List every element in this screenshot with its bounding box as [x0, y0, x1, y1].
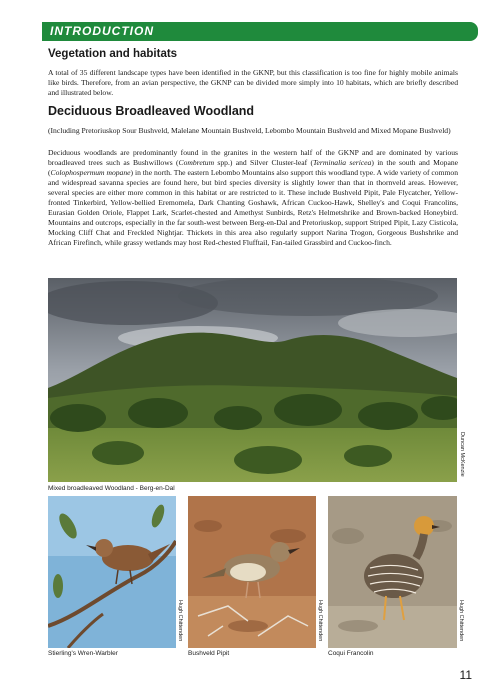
- section-label: INTRODUCTION: [50, 24, 154, 38]
- wren-warbler-credit: Hugh Chittenden: [177, 600, 183, 642]
- coqui-francolin-photo: [328, 496, 457, 648]
- paragraph-vegetation: A total of 35 different landscape types have been identified in the GKNP, but this classification is too fine for highly mobile animals like birds. Therefore, from an avian perspective, the GKNP can be divided more simply into 10 habitats, which are briefly described and illustrated below.: [48, 68, 458, 97]
- francolin-caption: Coqui Francolin: [328, 650, 374, 657]
- paragraph-woodland: Deciduous woodlands are predominantly found in the granites in the western half of the GKNP and are dominated by various broadleaved trees such as Bushwillows (Combretum spp.) and Silver Cluster-leaf (Terminalia sericea) in the south and Mopane (Colophospermum mopane) in the north. The eastern Lebombo Mountains also support this woodland type. A wide variety of common and widespread savanna species are found here, but bird species diversity is slightly lower than that in thornveld areas. However, several species are either more common in this habitat or are restricted to it. These include Bushveld Pipit, Pale Flycatcher, Yellow-fronted Tinkerbird, Yellow-bellied Eremomela, Dark Chanting Goshawk, African Cuckoo-Hawk, Shelley's and Coqui Francolins, Eurasian Golden Oriole, Flappet Lark, Scarlet-chested and Amethyst Sunbirds, Retz's Helmetshrike and Brown-backed Honeybird. Mountains and outcrops, especially in the far south-west between Berg-en-Dal and Pretoriuskop, support Striped Pipit, Lazy Cisticola, Mocking Cliff Chat and Freckled Nightjar. Thickets in this area also regularly support Narina Trogon, Gorgeous Bushshrike and African Firefinch, while grassy wetlands may host Red-chested Flufftail, Fan-tailed Grassbird and Cuckoo-finch.: [48, 148, 459, 247]
- pipit-credit: Hugh Chittenden: [317, 600, 323, 642]
- main-photo-caption: Mixed broadleaved Woodland - Berg-en-Dal: [48, 485, 175, 492]
- francolin-credit: Hugh Chittenden: [458, 600, 464, 642]
- section-banner: [42, 22, 478, 41]
- wren-warbler-caption: Stierling's Wren-Warbler: [48, 650, 118, 657]
- wren-warbler-photo: [48, 496, 176, 648]
- woodland-landscape-photo: [48, 278, 457, 482]
- pipit-caption: Bushveld Pipit: [188, 650, 230, 657]
- bushveld-pipit-photo: [188, 496, 316, 648]
- paragraph-including: (Including Pretoriuskop Sour Bushveld, Malelane Mountain Bushveld, Lebombo Mountain Bushveld and Mixed Mopane Bushveld): [48, 126, 451, 135]
- page-number: 11: [459, 668, 472, 682]
- main-photo-credit: Duncan McKenzie: [459, 432, 465, 477]
- heading-woodland: Deciduous Broadleaved Woodland: [48, 104, 255, 118]
- heading-vegetation: Vegetation and habitats: [48, 48, 178, 60]
